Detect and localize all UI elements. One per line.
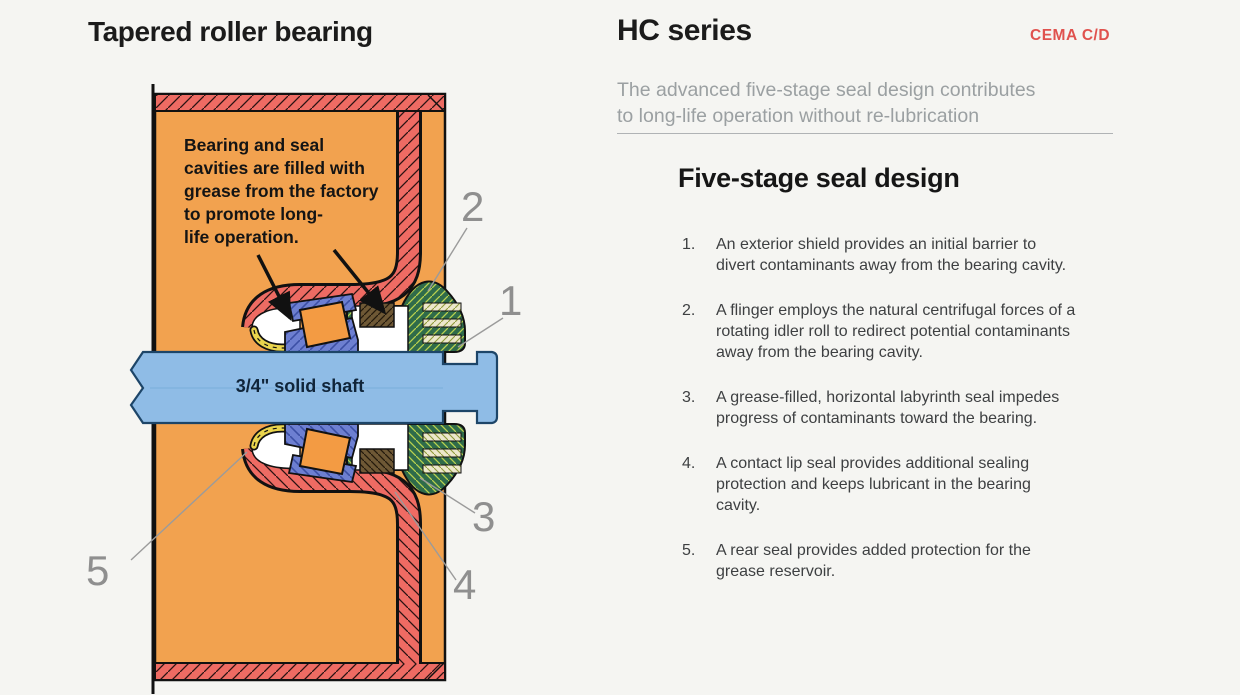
list-item-number: 4. [682, 455, 696, 472]
list-item-text: An exterior shield provides an initial barrier to divert contaminants away from the bearing cavity. [716, 236, 1067, 274]
callout-line: Bearing and seal [184, 135, 325, 155]
part-number-1: 1 [499, 277, 523, 324]
callout-line: grease from the factory [184, 181, 379, 201]
list-item-text: A grease-filled, horizontal labyrinth seal impedes progress of contaminants toward the bearing. [716, 389, 1060, 427]
section-title: Five-stage seal design [678, 163, 960, 193]
list-item [682, 234, 1122, 276]
callout-line: cavities are filled with [184, 158, 365, 178]
part-number-5: 5 [86, 547, 110, 594]
page-title: Tapered roller bearing [88, 16, 373, 47]
list-item [682, 453, 1122, 516]
list-item [682, 387, 1122, 429]
list-item-number: 1. [682, 236, 696, 253]
series-subtitle [617, 77, 1113, 134]
list-item-text: A rear seal provides added protection for the grease reservoir. [716, 542, 1031, 580]
part-number-4: 4 [453, 561, 477, 608]
part-number-2: 2 [461, 183, 485, 230]
list-item [682, 540, 1122, 582]
subtitle-line: to long-life operation without re-lubrication [617, 105, 980, 127]
shaft-label: 3/4" solid shaft [235, 376, 365, 396]
list-item [682, 300, 1122, 363]
diagram-callout [184, 134, 434, 249]
list-item-number: 5. [682, 542, 696, 559]
list-item-number: 2. [682, 302, 696, 319]
subtitle-line: The advanced five-stage seal design contributes [617, 79, 1036, 101]
seal-stage-list [682, 234, 1122, 606]
series-title: HC series [617, 14, 752, 47]
cema-rating-badge: CEMA C/D [1030, 27, 1111, 44]
list-item-text: A contact lip seal provides additional sealing protection and keeps lubricant in the bearing cavity. [716, 455, 1031, 514]
list-item-number: 3. [682, 389, 696, 406]
callout-line: to promote long- [184, 204, 324, 224]
callout-line: life operation. [184, 227, 299, 247]
list-item-text: A flinger employs the natural centrifugal forces of a rotating idler roll to redirect potential contaminants away from the bearing cavity. [716, 302, 1076, 361]
part-number-3: 3 [472, 493, 496, 540]
